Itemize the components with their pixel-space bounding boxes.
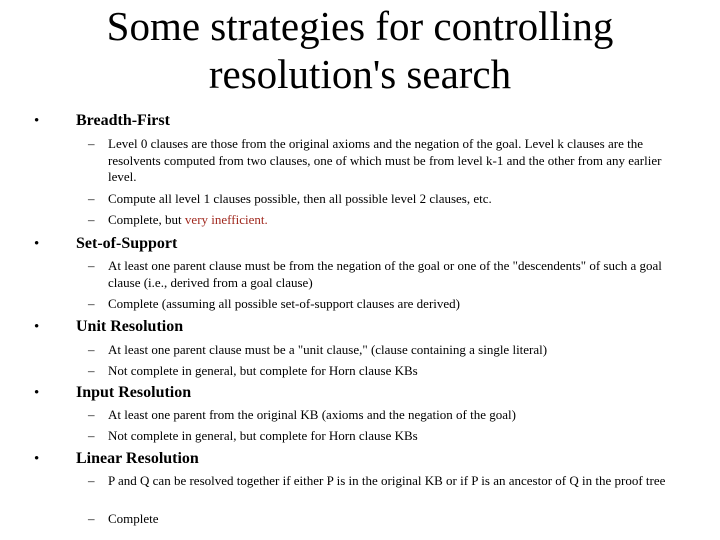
section-item: Not complete in general, but complete for Horn clause KBs	[108, 363, 418, 378]
slide-title	[40, 2, 680, 98]
dash-marker: –	[88, 258, 95, 273]
section-item: Compute all level 1 clauses possible, then all possible level 2 clauses, etc.	[108, 191, 492, 206]
section-heading-input-resolution: Input Resolution	[76, 384, 192, 401]
highlighted-text: very inefficient.	[184, 212, 268, 227]
section-item: At least one parent clause must be from the negation of the goal or one of the "descendents" of such a goal clause (i.e., derived from a goal clause)	[108, 258, 662, 290]
bullet-marker: •	[34, 236, 40, 252]
bullet-marker: •	[34, 319, 40, 335]
section-item: P and Q can be resolved together if either P is in the original KB or if P is an ancestor of Q in the proof tree	[108, 473, 666, 488]
dash-marker: –	[88, 212, 95, 227]
dash-marker: –	[88, 511, 95, 526]
dash-marker: –	[88, 473, 95, 488]
section-item: Complete (assuming all possible set-of-support clauses are derived)	[108, 296, 460, 311]
section-item: Not complete in general, but complete for Horn clause KBs	[108, 428, 418, 443]
dash-marker: –	[88, 136, 95, 151]
section-item	[108, 212, 668, 229]
section-heading-unit-resolution: Unit Resolution	[76, 318, 184, 335]
dash-marker: –	[88, 342, 95, 357]
dash-marker: –	[88, 428, 95, 443]
bullet-marker: •	[34, 385, 40, 401]
dash-marker: –	[88, 191, 95, 206]
dash-marker: –	[88, 407, 95, 422]
slide-title-line-2: resolution's search	[208, 51, 512, 97]
section-item: At least one parent clause must be a "unit clause," (clause containing a single literal)	[108, 342, 548, 357]
item-text: Complete, but	[108, 212, 185, 227]
section-item: Level 0 clauses are those from the original axioms and the negation of the goal. Level k clauses are the resolvents computed from two clauses, one of which must be from level k-1 and the other from any earlier level.	[108, 136, 662, 184]
section-heading-breadth-first: Breadth-First	[76, 112, 170, 129]
section-item: At least one parent from the original KB (axioms and the negation of the goal)	[108, 407, 516, 422]
bullet-marker: •	[34, 451, 40, 467]
dash-marker: –	[88, 363, 95, 378]
slide-title-line-1: Some strategies for controlling	[106, 3, 614, 49]
section-heading-set-of-support: Set-of-Support	[76, 235, 178, 252]
bullet-marker: •	[34, 113, 40, 129]
section-item: Complete	[108, 511, 159, 526]
dash-marker: –	[88, 296, 95, 311]
section-heading-linear-resolution: Linear Resolution	[76, 450, 199, 467]
